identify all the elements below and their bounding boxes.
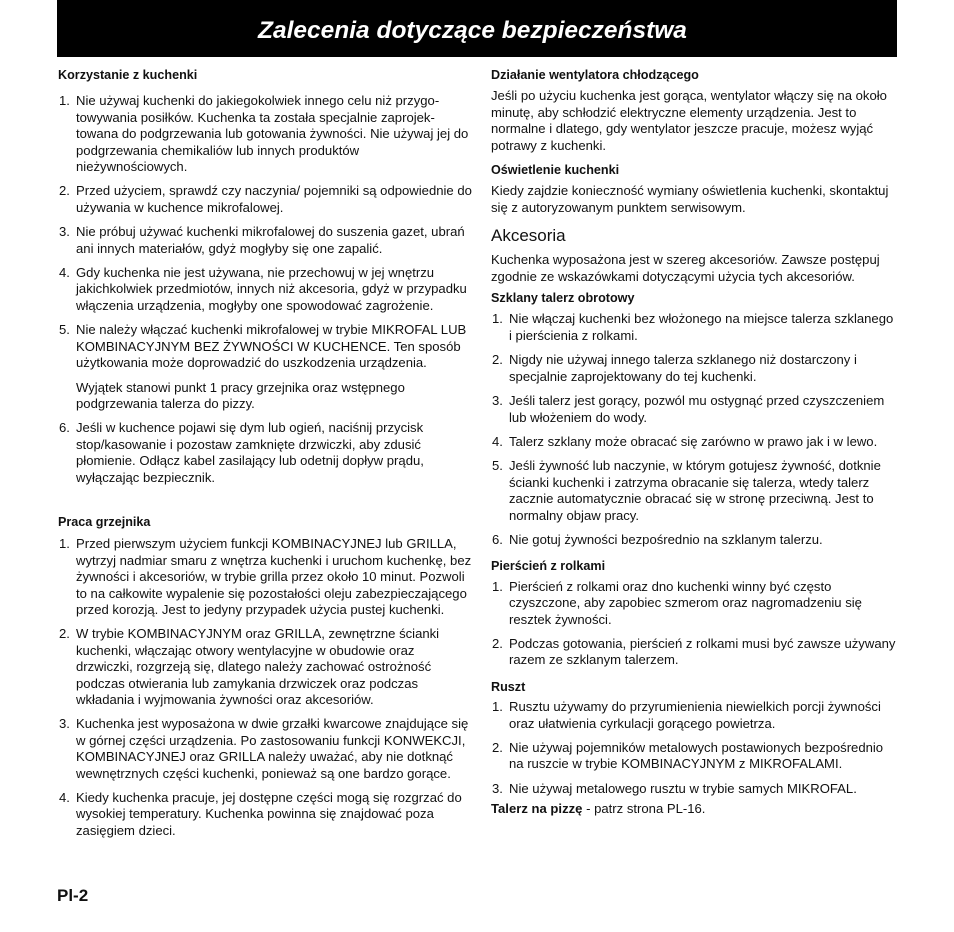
item-text: Podczas gotowania, pierścień z rolkami musi być zawsze używany razem ze szklanym talerzem. — [509, 635, 896, 668]
section-heading: Działanie wentylatora chłodzącego — [491, 68, 699, 82]
pizza-text: - patrz strona PL-16. — [582, 801, 706, 817]
item-number: 5. — [492, 458, 503, 474]
list-item — [58, 183, 474, 216]
section-heading: Praca grzejnika — [58, 514, 151, 529]
list-item — [491, 532, 896, 548]
section-heading: Szklany talerz obrotowy — [491, 291, 635, 306]
item-text: Nie włączaj kuchenki bez włożonego na miejsce talerza szklanego i pierścienia z rolkami. — [509, 311, 894, 343]
list-item — [491, 636, 896, 669]
item-note: Wyjątek stanowi punkt 1 pracy grzejnika oraz wstępnego podgrzewania talerza do pizzy. — [76, 379, 405, 411]
list-item — [58, 93, 474, 175]
item-number: 6. — [492, 531, 503, 547]
item-text: Nie należy włączać kuchenki mikrofalowej w trybie MIKROFAL LUB KOMBINACYJNYM BEZ ŻYWNOŚCI W KUCHENCE. Ten sposób użytkowania może doprowadzić do uszkodzenia urządzenia. — [76, 322, 467, 371]
item-text: Pierścień z rolkami oraz dno kuchenki winny być często czyszczone, aby zapobiec szmerom oraz nagromadzeniu się resztek żywności. — [509, 578, 862, 627]
item-number: 3. — [59, 224, 70, 240]
list-item — [491, 458, 896, 524]
item-text: Kuchenka jest wyposażona w dwie grzałki kwarcowe znajdujące się w górnej części urządzenia. Po zastosowaniu funkcji KONWEKCJI, KOMBINACYJNEJ oraz GRILLA należy uważać, aby nie dotknąć wewnętrznych części kuchenki, ponieważ są one bardzo gorące. — [76, 716, 469, 781]
list-item — [491, 434, 896, 450]
paragraph: Jeśli po użyciu kuchenka jest gorąca, wentylator włączy się na około minutę, aby schłodzić elektryczne elementy urządzenia. Jest to normalne i dlatego, gdy wentylator jeszcze pracuje, możesz wyjąć potrawy z kuchenki. — [491, 88, 887, 153]
title-bar — [57, 0, 897, 57]
item-number: 2. — [59, 183, 70, 199]
section-title: Akcesoria — [491, 226, 566, 246]
item-number: 1. — [492, 578, 503, 594]
section-heading: Korzystanie z kuchenki — [58, 68, 198, 82]
item-number: 2. — [59, 626, 70, 642]
pizza-label: Talerz na pizzę — [491, 801, 583, 817]
item-text: Rusztu używamy do przyrumienienia niewielkich porcji żywności oraz ułatwienia cyrkulacji gorącego powietrza. — [509, 699, 881, 731]
item-text: Nie gotuj żywności bezpośrednio na szklanym talerzu. — [509, 531, 823, 547]
list-item — [58, 716, 474, 782]
item-text: Przed użyciem, sprawdź czy naczynia/ pojemniki są odpowiednie do używania w kuchence mikrofalowej. — [76, 183, 472, 215]
item-text: Talerz szklany może obracać się zarówno w prawo jak i w lewo. — [509, 433, 878, 449]
item-number: 5. — [59, 322, 70, 338]
item-number: 2. — [492, 352, 503, 368]
page-number: Pl-2 — [57, 886, 89, 905]
list-item — [491, 393, 896, 426]
item-text: Nigdy nie używaj innego talerza szklanego niż dostarczony i specjalnie zaprojektowany do tej kuchenki. — [509, 352, 857, 384]
item-number: 4. — [59, 265, 70, 281]
list-item — [491, 781, 896, 797]
list-item — [58, 265, 474, 314]
item-number: 2. — [492, 635, 503, 651]
item-number: 4. — [59, 790, 70, 806]
item-number: 3. — [492, 780, 503, 796]
section-heading: Oświetlenie kuchenki — [491, 163, 620, 178]
list-item — [58, 224, 474, 257]
item-number: 6. — [59, 420, 70, 436]
pizza-note — [491, 801, 896, 817]
list-item — [491, 311, 896, 344]
item-number: 1. — [59, 536, 70, 552]
list-item — [491, 579, 896, 628]
list-item — [491, 740, 896, 773]
item-text: Kiedy kuchenka pracuje, jej dostępne części mogą się rozgrzać do wysokiej temperatury. Kuchenka powinna się znajdować poza zasięgiem dzieci. — [76, 790, 462, 838]
right-column — [491, 67, 896, 826]
item-number: 2. — [492, 740, 503, 755]
list-item — [491, 699, 896, 732]
item-number: 1. — [492, 699, 503, 715]
paragraph: Kuchenka wyposażona jest w szereg akcesoriów. Zawsze postępuj zgodnie ze wskazówkami dotyczącymi użycia tych akcesoriów. — [491, 252, 880, 284]
item-number: 1. — [492, 311, 503, 327]
list-item — [58, 790, 474, 839]
item-text: Gdy kuchenka nie jest używana, nie przechowuj w jej wnętrzu jakichkolwiek przedmiotów, innych niż akcesoria, gdyż w przypadku włączenia urządzenia, mogłyby one spowodować zagrożenie. — [76, 265, 467, 313]
item-text: Nie używaj pojemników metalowych postawionych bezpośrednio na ruszcie w trybie KOMBINACYJNYM z MIKROFALAMI. — [509, 740, 884, 772]
page-title: Zalecenia dotyczące bezpieczeństwa — [258, 17, 687, 44]
item-number: 3. — [492, 393, 503, 409]
item-text: Jeśli w kuchence pojawi się dym lub ogień, naciśnij przycisk stop/kasowanie i pozostaw zamknięte drzwiczki, aby zdusić płomienie. Odłącz kabel zasilający lub odetnij dopływ prądu, wyłączając bezpiecznik. — [76, 420, 424, 485]
item-number: 1. — [59, 93, 70, 109]
item-text: Przed pierwszym użyciem funkcji KOMBINACYJNEJ lub GRILLA, wytrzyj nadmiar smaru z wnętrza kuchenki i uruchom kuchenkę, bez żywności i akcesoriów, w trybie grilla przez około 10 minut. Pozwoli to na całkowite wypalenie się pozostałości oleju zabezpieczającego przed korozją. Jest to jedyny przypadek użycia pustej kuchenki. — [76, 536, 472, 617]
section-heading: Pierścień z rolkami — [491, 559, 606, 574]
section-heading: Ruszt — [491, 679, 526, 694]
item-text: W trybie KOMBINACYJNYM oraz GRILLA, zewnętrzne ścianki kuchenki, włączając otwory wentylacyjne w obudowie oraz drzwiczki, rozgrzeją się, dlatego należy zachować ostrożność podczas otwierania lub zamykania drzwiczek oraz podczas wkładania i wyjmowania żywności oraz akcesoriów. — [76, 626, 440, 707]
item-text: Jeśli talerz jest gorący, pozwól mu ostygnąć przed czyszczeniem lub włożeniem do wody. — [509, 393, 885, 425]
list-item — [491, 352, 896, 385]
list-item — [58, 420, 474, 486]
item-text: Nie próbuj używać kuchenki mikrofalowej do suszenia gazet, ubrań ani innych materiałów, gdyż mogłyby się one zapalić. — [76, 224, 465, 256]
item-number: 4. — [492, 433, 503, 449]
list-item — [58, 626, 474, 708]
item-text: Nie używaj metalowego rusztu w trybie samych MIKROFAL. — [509, 780, 857, 796]
list-item — [58, 322, 474, 371]
item-text: Nie używaj kuchenki do jakiegokolwiek innego celu niż przygo-towywania posiłków. Kuchenka ta została specjalnie zaprojek-towana do podgrzewania lub gotowania żywności. Nie używaj jej do podgrzewania chemikaliów lub innych produktów nieżywnościowych. — [76, 93, 469, 175]
left-column — [58, 67, 474, 847]
item-text: Jeśli żywność lub naczynie, w którym gotujesz żywność, dotknie ścianki kuchenki i zatrzyma obracanie się talerza, wtedy talerz zacznie automatycznie obracać się w stronę przeciwną. Jest to normalny objaw pracy. — [509, 458, 881, 523]
item-number: 3. — [59, 716, 70, 732]
list-item — [58, 536, 474, 618]
paragraph: Kiedy zajdzie konieczność wymiany oświetlenia kuchenki, skontaktuj się z autoryzowanym punktem serwisowym. — [491, 183, 889, 215]
